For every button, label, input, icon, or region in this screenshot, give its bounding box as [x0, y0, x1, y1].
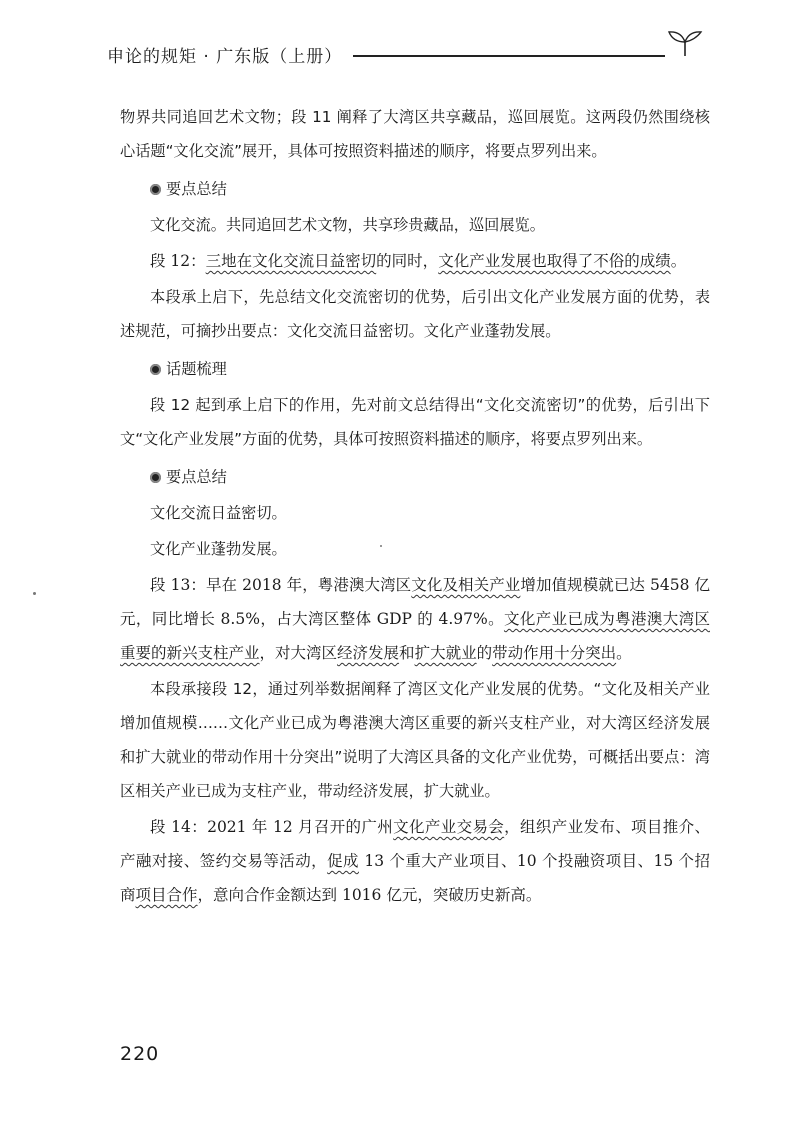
page-body: [120, 100, 710, 912]
paragraph-continued: 物界共同追回艺术文物；段 11 阐释了大湾区共享藏品，巡回展览。这两段仍然围绕核心话题“文化交流”展开，具体可按照资料描述的顺序，将要点罗列出来。: [120, 108, 710, 160]
running-header: [107, 38, 707, 74]
source-paragraph-13: 段 13：早在 2018 年，粤港澳大湾区文化及相关产业增加值规模就已达 5458 亿元，同比增长 8.5%，占大湾区整体 GDP 的 4.97%。文化产业已成为粤港澳大湾区重要的新兴支柱产业，对大湾区经济发展和扩大就业的带动作用十分突出。: [120, 576, 710, 662]
scan-speck: [380, 545, 382, 547]
summary-text: 文化交流。共同追回艺术文物，共享珍贵藏品，巡回展览。: [150, 216, 545, 234]
source-paragraph-12: 段 12：三地在文化交流日益密切的同时，文化产业发展也取得了不俗的成绩。: [150, 252, 687, 270]
section-heading-topic: 话题梳理: [120, 352, 710, 386]
sprout-icon: [665, 28, 705, 58]
bullet-icon: [150, 364, 161, 375]
analysis-paragraph: 本段承上启下，先总结文化交流密切的优势，后引出文化产业发展方面的优势，表述规范，可摘抄出要点：文化交流日益密切。文化产业蓬勃发展。: [120, 288, 710, 340]
summary-item-2: 文化产业蓬勃发展。: [150, 540, 287, 558]
header-title: 申论的规矩 · 广东版（上册）: [107, 47, 343, 67]
section-heading-summary-2: 要点总结: [120, 460, 710, 494]
analysis-paragraph-13: 本段承接段 12，通过列举数据阐释了湾区文化产业发展的优势。“文化及相关产业增加值规模……文化产业已成为粤港澳大湾区重要的新兴支柱产业，对大湾区经济发展和扩大就业的带动作用十分突出”说明了大湾区具备的文化产业优势，可概括出要点：湾区相关产业已成为支柱产业，带动经济发展，扩大就业。: [120, 680, 710, 800]
source-paragraph-14: 段 14：2021 年 12 月召开的广州文化产业交易会，组织产业发布、项目推介、产融对接、签约交易等活动，促成 13 个重大产业项目、10 个投融资项目、15 个招商项目合作，意向合作金额达到 1016 亿元，突破历史新高。: [120, 818, 710, 904]
section-heading-summary: 要点总结: [120, 172, 710, 206]
page-number: 220: [120, 1043, 160, 1065]
summary-item-1: 文化交流日益密切。: [150, 504, 287, 522]
topic-paragraph: 段 12 起到承上启下的作用，先对前文总结得出“文化交流密切”的优势，后引出下文“文化产业发展”方面的优势，具体可按照资料描述的顺序，将要点罗列出来。: [120, 396, 710, 448]
scan-speck: [33, 592, 36, 595]
bullet-icon: [150, 184, 161, 195]
bullet-icon: [150, 472, 161, 483]
header-rule: [353, 55, 665, 57]
